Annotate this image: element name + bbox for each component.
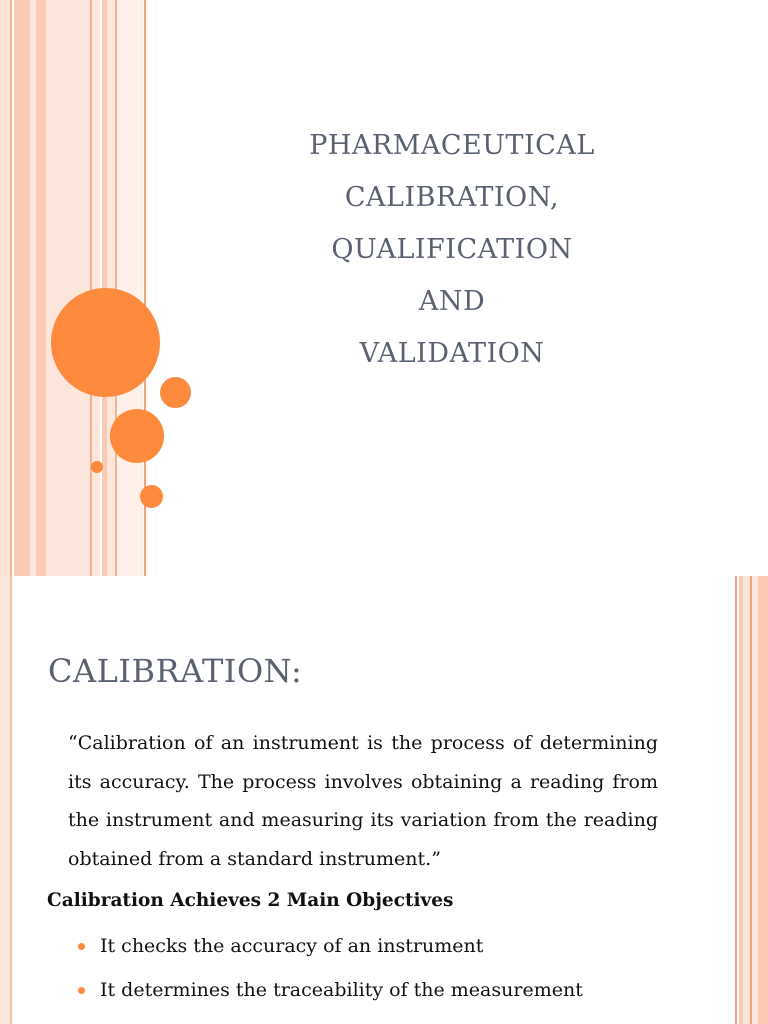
title-line: CALIBRATION, — [344, 182, 560, 213]
title-line: QUALIFICATION — [331, 234, 573, 265]
decorative-stripe — [46, 0, 90, 576]
bullet-dot-icon — [78, 943, 85, 950]
list-item-text: It determines the traceability of the measurement — [100, 979, 583, 1001]
list-item — [78, 976, 583, 1020]
calibration-slide — [0, 576, 768, 1024]
orange-circle-icon — [160, 377, 191, 408]
decorative-stripe — [117, 0, 143, 576]
slide-title — [230, 120, 674, 380]
orange-circle-icon — [140, 485, 163, 508]
calibration-definition-quote: “Calibration of an instrument is the process of determining its accuracy. The process involves obtaining a reading from the instrument and measuring its variation from the reading obtained from a standard instrument.” — [68, 732, 658, 870]
decorative-stripe — [0, 0, 10, 576]
decorative-stripe — [10, 0, 12, 576]
decorative-stripe — [14, 0, 30, 576]
section-heading: CALIBRATION: — [48, 652, 303, 690]
decorative-stripe — [36, 0, 46, 576]
list-item — [78, 932, 583, 976]
title-line: AND — [418, 286, 486, 317]
bullet-dot-icon — [78, 987, 85, 994]
decorative-stripe — [10, 576, 12, 1024]
decorative-stripe — [735, 576, 737, 1024]
objectives-list — [78, 932, 583, 1020]
title-line: PHARMACEUTICAL — [309, 130, 595, 161]
orange-circle-icon — [51, 288, 160, 397]
decorative-stripe — [743, 576, 750, 1024]
decorative-stripe — [758, 576, 768, 1024]
title-line: VALIDATION — [359, 338, 545, 369]
objectives-subheading: Calibration Achieves 2 Main Objectives — [47, 890, 454, 911]
orange-circle-icon — [91, 461, 103, 473]
list-item-text: It checks the accuracy of an instrument — [100, 935, 484, 957]
decorative-stripe — [0, 576, 10, 1024]
orange-circle-icon — [110, 409, 164, 463]
